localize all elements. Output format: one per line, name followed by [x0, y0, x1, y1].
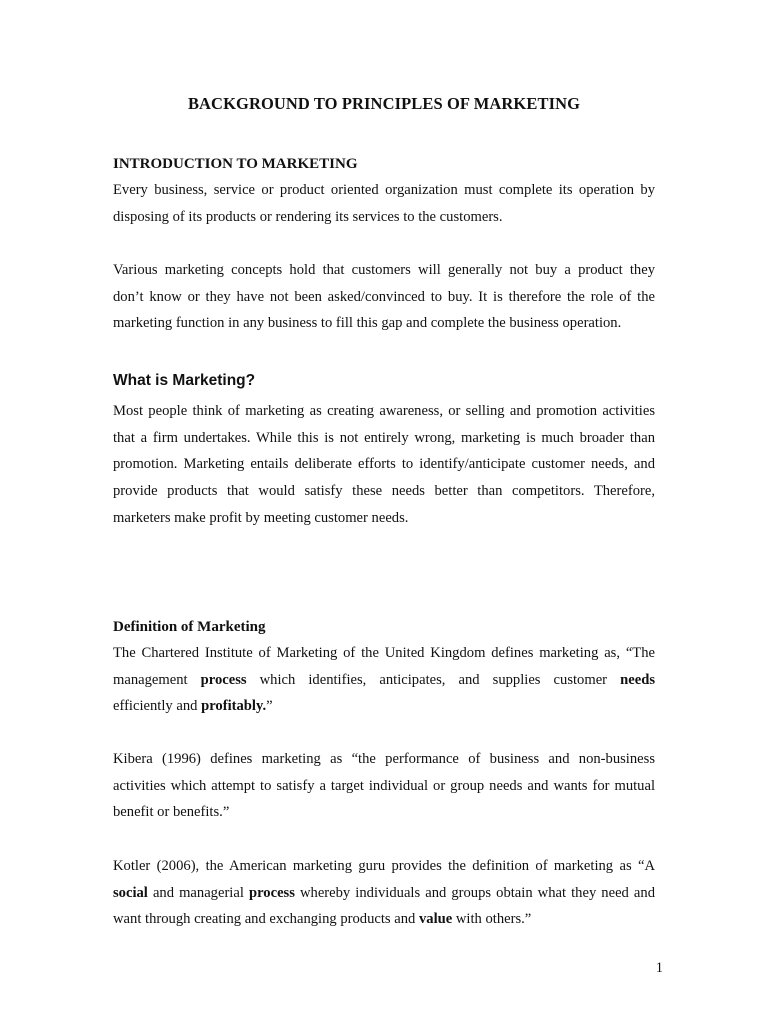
text-run: and managerial: [147, 884, 249, 901]
text-line: activities which attempt to satisfy a target individual or group needs and wants for mutual: [113, 777, 655, 794]
page-number: 1: [655, 960, 663, 976]
text-line: The Chartered Institute of Marketing of the United Kingdom defines marketing as, “The: [113, 645, 655, 661]
text-line: Every business, service or product oriented organization must complete its operation by: [113, 182, 655, 198]
text-line: [113, 693, 655, 720]
intro-paragraph-1: [113, 177, 655, 230]
text-line: provide products that would satisfy these needs better than competitors. Therefore,: [113, 483, 655, 500]
text-line: Kotler (2006), the American marketing guru provides the definition of marketing as “A: [113, 858, 655, 874]
text-run: efficiently and: [113, 698, 202, 715]
text-line: disposing of its products or rendering its services to the customers.: [113, 208, 503, 225]
cim-definition-paragraph: [113, 640, 655, 720]
text-line: Kibera (1996) defines marketing as “the performance of business and non-business: [113, 751, 655, 767]
text-line: that a firm undertakes. While this is not entirely wrong, marketing is much broader than: [113, 429, 655, 446]
intro-paragraph-2: [113, 257, 655, 337]
definition-heading-text: Definition of Marketing: [113, 619, 266, 635]
text-line: [113, 667, 655, 694]
what-paragraph: [113, 398, 655, 531]
text-line: Most people think of marketing as creating awareness, or selling and promotion activities: [113, 403, 655, 419]
what-heading-text: What is Marketing?: [113, 372, 256, 389]
text-line: [113, 906, 655, 933]
text-line: benefit or benefits.”: [113, 804, 230, 821]
text-run: management: [113, 671, 201, 688]
text-run: with others.”: [452, 911, 532, 928]
text-run: want through creating and exchanging products and: [113, 911, 419, 928]
bold-run: process: [200, 671, 247, 688]
text-line: promotion. Marketing entails deliberate efforts to identify/anticipate customer needs, and: [113, 456, 655, 473]
bold-run: value: [418, 911, 453, 928]
text-line: [113, 880, 655, 907]
bold-run: social: [113, 884, 148, 901]
text-line: don’t know or they have not been asked/convinced to buy. It is therefore the role of the: [113, 288, 655, 305]
intro-heading: [113, 154, 655, 174]
text-line: marketers make profit by meeting customer needs.: [113, 509, 409, 526]
text-line: marketing function in any business to fill this gap and complete the business operation.: [113, 315, 622, 332]
bold-run: needs: [620, 671, 655, 688]
intro-heading-text: INTRODUCTION TO MARKETING: [113, 156, 358, 172]
bold-run: profitably.: [201, 698, 267, 715]
definition-heading: [113, 617, 655, 637]
document-title: BACKGROUND TO PRINCIPLES OF MARKETING: [187, 94, 581, 113]
text-run: ”: [266, 698, 273, 715]
bold-run: process: [248, 884, 295, 901]
what-heading: [113, 371, 655, 391]
text-run: which identifies, anticipates, and supplies customer: [246, 671, 621, 688]
kibera-definition-paragraph: [113, 746, 655, 826]
kotler-definition-paragraph: [113, 853, 655, 933]
text-run: whereby individuals and groups obtain what they need and: [294, 884, 655, 901]
text-line: Various marketing concepts hold that customers will generally not buy a product they: [113, 262, 655, 278]
